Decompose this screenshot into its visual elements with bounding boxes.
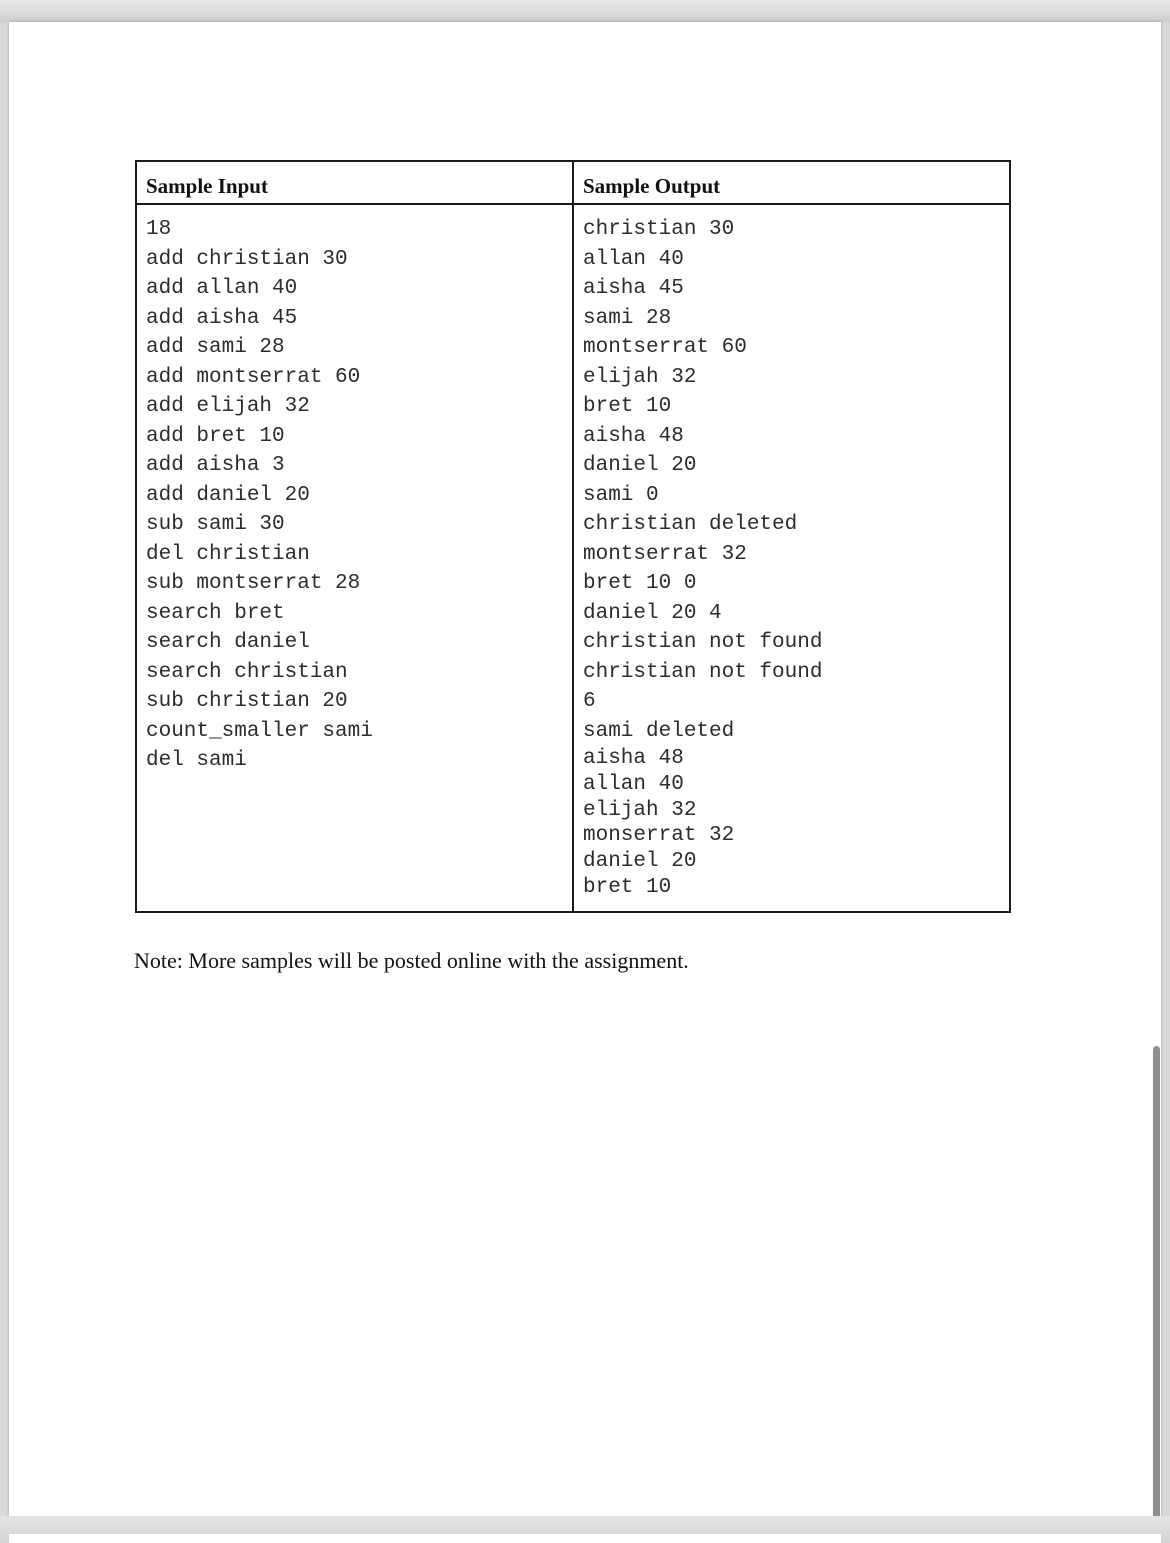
output-line: aisha 48: [583, 424, 684, 448]
input-line: del christian: [146, 542, 310, 566]
input-line: search christian: [146, 660, 348, 684]
input-line: del sami: [146, 749, 247, 772]
sample-input-header: Sample Input: [136, 161, 573, 204]
input-line: sub montserrat 28: [146, 572, 361, 595]
viewer-bottom-edge: [0, 1516, 1170, 1543]
output-line: elijah 32: [583, 365, 697, 389]
input-line: add daniel 20: [146, 483, 310, 507]
input-line: add elijah 32: [146, 395, 310, 418]
input-line: search daniel: [146, 631, 310, 654]
input-line: sub sami 30: [146, 513, 285, 536]
input-line: add sami 28: [146, 336, 285, 359]
output-line: christian not found: [583, 660, 823, 684]
input-line: count_smaller sami: [146, 719, 373, 743]
output-line: christian 30: [583, 218, 735, 241]
next-page-edge: [9, 1534, 1161, 1543]
input-line: add allan 40: [146, 277, 298, 300]
output-line: daniel 20: [583, 850, 697, 874]
output-line: aisha 48: [583, 747, 684, 770]
output-line: sami deleted: [583, 719, 735, 743]
input-line: add christian 30: [146, 247, 348, 271]
output-line: sami 28: [583, 306, 672, 330]
output-line: daniel 20: [583, 454, 697, 477]
input-line: add aisha 45: [146, 306, 298, 330]
output-line: christian not found: [583, 631, 823, 654]
sample-output-cell: [573, 204, 1010, 912]
input-line: search bret: [146, 601, 285, 625]
vertical-scrollbar-thumb[interactable]: [1153, 1046, 1160, 1543]
input-line: sub christian 20: [146, 690, 348, 713]
output-line: sami 0: [583, 483, 659, 507]
sample-output-header: Sample Output: [573, 161, 1010, 204]
output-line: 6: [583, 690, 596, 713]
output-line: bret 10: [583, 395, 672, 418]
input-line: 18: [146, 218, 172, 241]
input-line: add montserrat 60: [146, 365, 361, 389]
output-line: christian deleted: [583, 513, 798, 536]
input-line: add bret 10: [146, 424, 285, 448]
output-line: daniel 20 4: [583, 601, 722, 625]
output-line: bret 10: [583, 875, 672, 899]
input-line: add aisha 3: [146, 454, 285, 477]
output-line: bret 10 0: [583, 572, 697, 595]
assignment-note: Note: More samples will be posted online with the assignment.: [134, 948, 689, 973]
sample-io-table: [135, 160, 1011, 913]
viewer-top-edge: [0, 0, 1170, 22]
output-line: montserrat 60: [583, 336, 747, 359]
output-line: monserrat 32: [583, 824, 735, 848]
output-line: allan 40: [583, 247, 684, 271]
sample-input-cell: [136, 204, 573, 912]
output-line: aisha 45: [583, 277, 684, 300]
output-line: montserrat 32: [583, 542, 747, 566]
output-line: elijah 32: [583, 798, 697, 822]
output-line: allan 40: [583, 772, 684, 796]
